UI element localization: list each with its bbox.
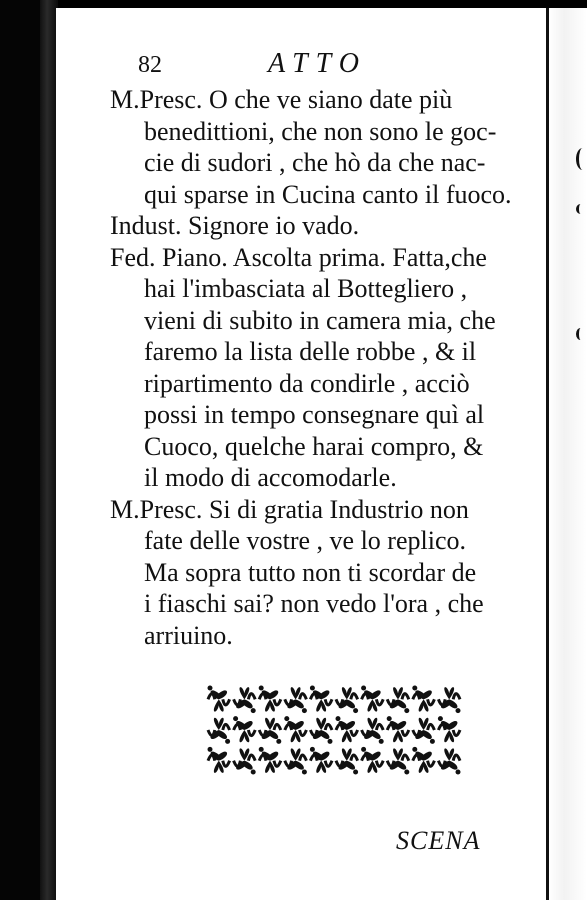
speech-line: i fiaschi sai? non vedo l'ora , che — [144, 589, 484, 618]
play-text — [110, 84, 550, 651]
page-gutter — [549, 8, 587, 900]
text-line — [110, 242, 550, 274]
speech-line: vieni di subito in camera mia, che — [144, 305, 496, 335]
speech-line: qui sparse in Cucina canto il fuoco. — [144, 179, 512, 209]
speech-line: arriuino. — [144, 620, 233, 650]
speech-line: hai l'imbasciata al Bottegliero , — [144, 274, 468, 303]
catchword: SCENA — [396, 826, 481, 855]
speech-line: possi in tempo consegnare quì al — [144, 400, 485, 429]
bleed-through-mark — [576, 148, 587, 170]
running-head: ATTO — [268, 48, 367, 79]
speech-line: Cuoco, quelche harai compro, & — [144, 431, 484, 461]
bleed-through-mark — [576, 204, 585, 214]
speech — [110, 242, 550, 494]
speech-line: benedittioni, che non sono le goc- — [144, 116, 497, 146]
speaker-name: M.Presc. — [110, 494, 203, 524]
speech-line: cie di sudori , che hò da che nac- — [144, 148, 486, 177]
text-line — [110, 210, 550, 242]
speech-line: Ma sopra tutto non ti scordar de — [144, 557, 477, 587]
speaker-name: M.Presc. — [110, 85, 203, 114]
bleed-through-mark — [576, 328, 585, 340]
speech — [110, 210, 550, 242]
speech-line: fate delle vostre , ve lo replico. — [144, 526, 466, 555]
speech-line: faremo la lista delle robbe , & il — [144, 337, 477, 366]
speech-line: ripartimento da condirle , acciò — [144, 368, 470, 398]
text-line — [110, 494, 550, 526]
page-header — [56, 48, 546, 88]
book-page — [56, 8, 587, 900]
speech-line: Signore io vado. — [188, 211, 360, 240]
speaker-name: Indust. — [110, 211, 182, 240]
speech — [110, 494, 550, 652]
speech-line: il modo di accomodarle. — [144, 463, 397, 492]
page-number: 82 — [138, 52, 162, 78]
text-line — [110, 84, 550, 116]
speech — [110, 84, 550, 210]
speech-line: Si di gratia Industrio non — [208, 494, 469, 524]
speaker-name: Fed. — [110, 242, 156, 272]
speech-line: O che ve siano date più — [208, 85, 453, 114]
speech-line: Piano. Ascolta prima. Fatta,che — [162, 242, 487, 272]
floral-ornament-icon — [206, 684, 462, 776]
